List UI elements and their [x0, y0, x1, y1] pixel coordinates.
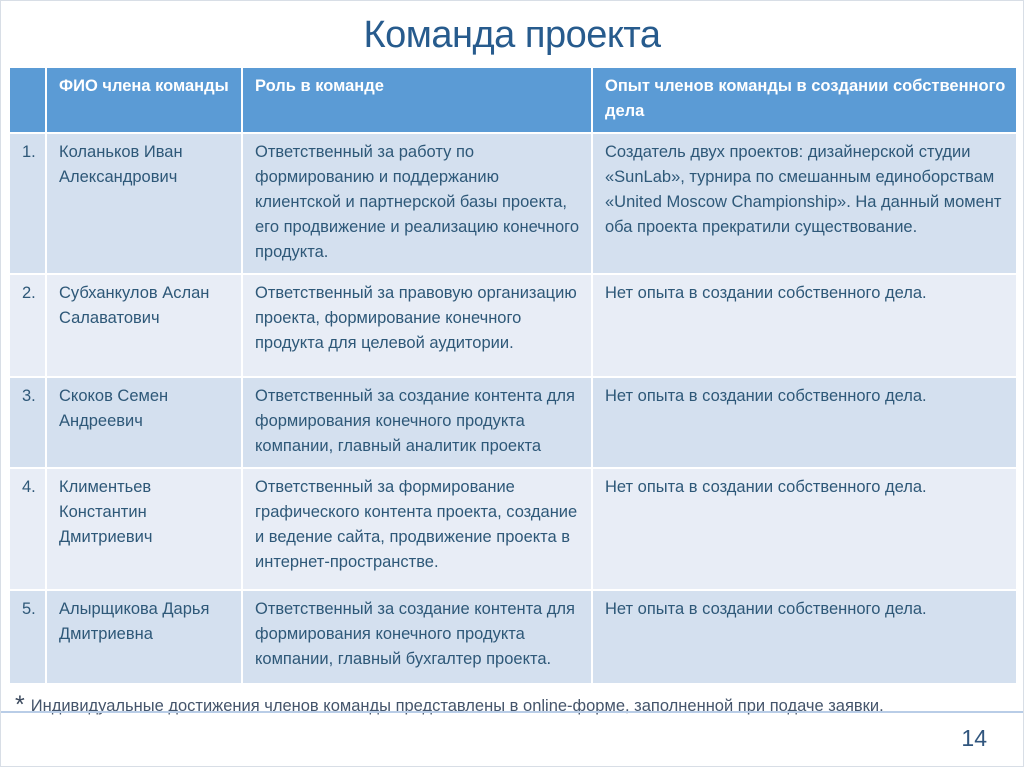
table-row	[9, 133, 1017, 274]
member-experience: Создатель двух проектов: дизайнерской студии «SunLab», турнира по смешанным единоборствам «United Moscow Championship». На данный момент оба проекта прекратили существование.	[592, 133, 1017, 274]
member-name: Климентьев Константин Дмитриевич	[46, 468, 242, 590]
member-name: Скоков Семен Андреевич	[46, 377, 242, 468]
page-title: Команда проекта	[363, 14, 661, 56]
row-number: 5.	[9, 590, 46, 684]
member-experience: Нет опыта в создании собственного дела.	[592, 274, 1017, 377]
member-role: Ответственный за создание контента для формирования конечного продукта компании, главный бухгалтер проекта.	[242, 590, 592, 684]
bottom-divider	[1, 711, 1023, 713]
member-name: Субханкулов Аслан Салаватович	[46, 274, 242, 377]
member-name: Алырщикова Дарья Дмитриевна	[46, 590, 242, 684]
member-role: Ответственный за правовую организацию проекта, формирование конечного продукта для целевой аудитории.	[242, 274, 592, 377]
table-header-row	[9, 67, 1017, 133]
column-header-name: ФИО члена команды	[46, 67, 242, 133]
row-number: 3.	[9, 377, 46, 468]
page-number: 14	[961, 725, 987, 751]
row-number: 2.	[9, 274, 46, 377]
footnote	[15, 691, 1003, 719]
member-experience: Нет опыта в создании собственного дела.	[592, 590, 1017, 684]
member-experience: Нет опыта в создании собственного дела.	[592, 377, 1017, 468]
member-experience: Нет опыта в создании собственного дела.	[592, 468, 1017, 590]
table-row	[9, 377, 1017, 468]
row-number: 1.	[9, 133, 46, 274]
member-role: Ответственный за формирование графического контента проекта, создание и ведение сайта, продвижение проекта в интернет-пространстве.	[242, 468, 592, 590]
team-table	[9, 67, 1017, 684]
column-header-experience: Опыт членов команды в создании собственного дела	[592, 67, 1017, 133]
table-row	[9, 590, 1017, 684]
footnote-text: Индивидуальные достижения членов команды представлены в online-форме, заполненной при подаче заявки.	[30, 697, 884, 715]
table-row	[9, 274, 1017, 377]
footnote-asterisk: *	[15, 691, 25, 719]
row-number: 4.	[9, 468, 46, 590]
corner-header-cell	[9, 67, 46, 133]
member-role: Ответственный за работу по формированию и поддержанию клиентской и партнерской базы проекта, его продвижение и реализацию конечного продукта.	[242, 133, 592, 274]
table-row	[9, 468, 1017, 590]
member-name: Коланьков Иван Александрович	[46, 133, 242, 274]
member-role: Ответственный за создание контента для формирования конечного продукта компании, главный аналитик проекта	[242, 377, 592, 468]
column-header-role: Роль в команде	[242, 67, 592, 133]
